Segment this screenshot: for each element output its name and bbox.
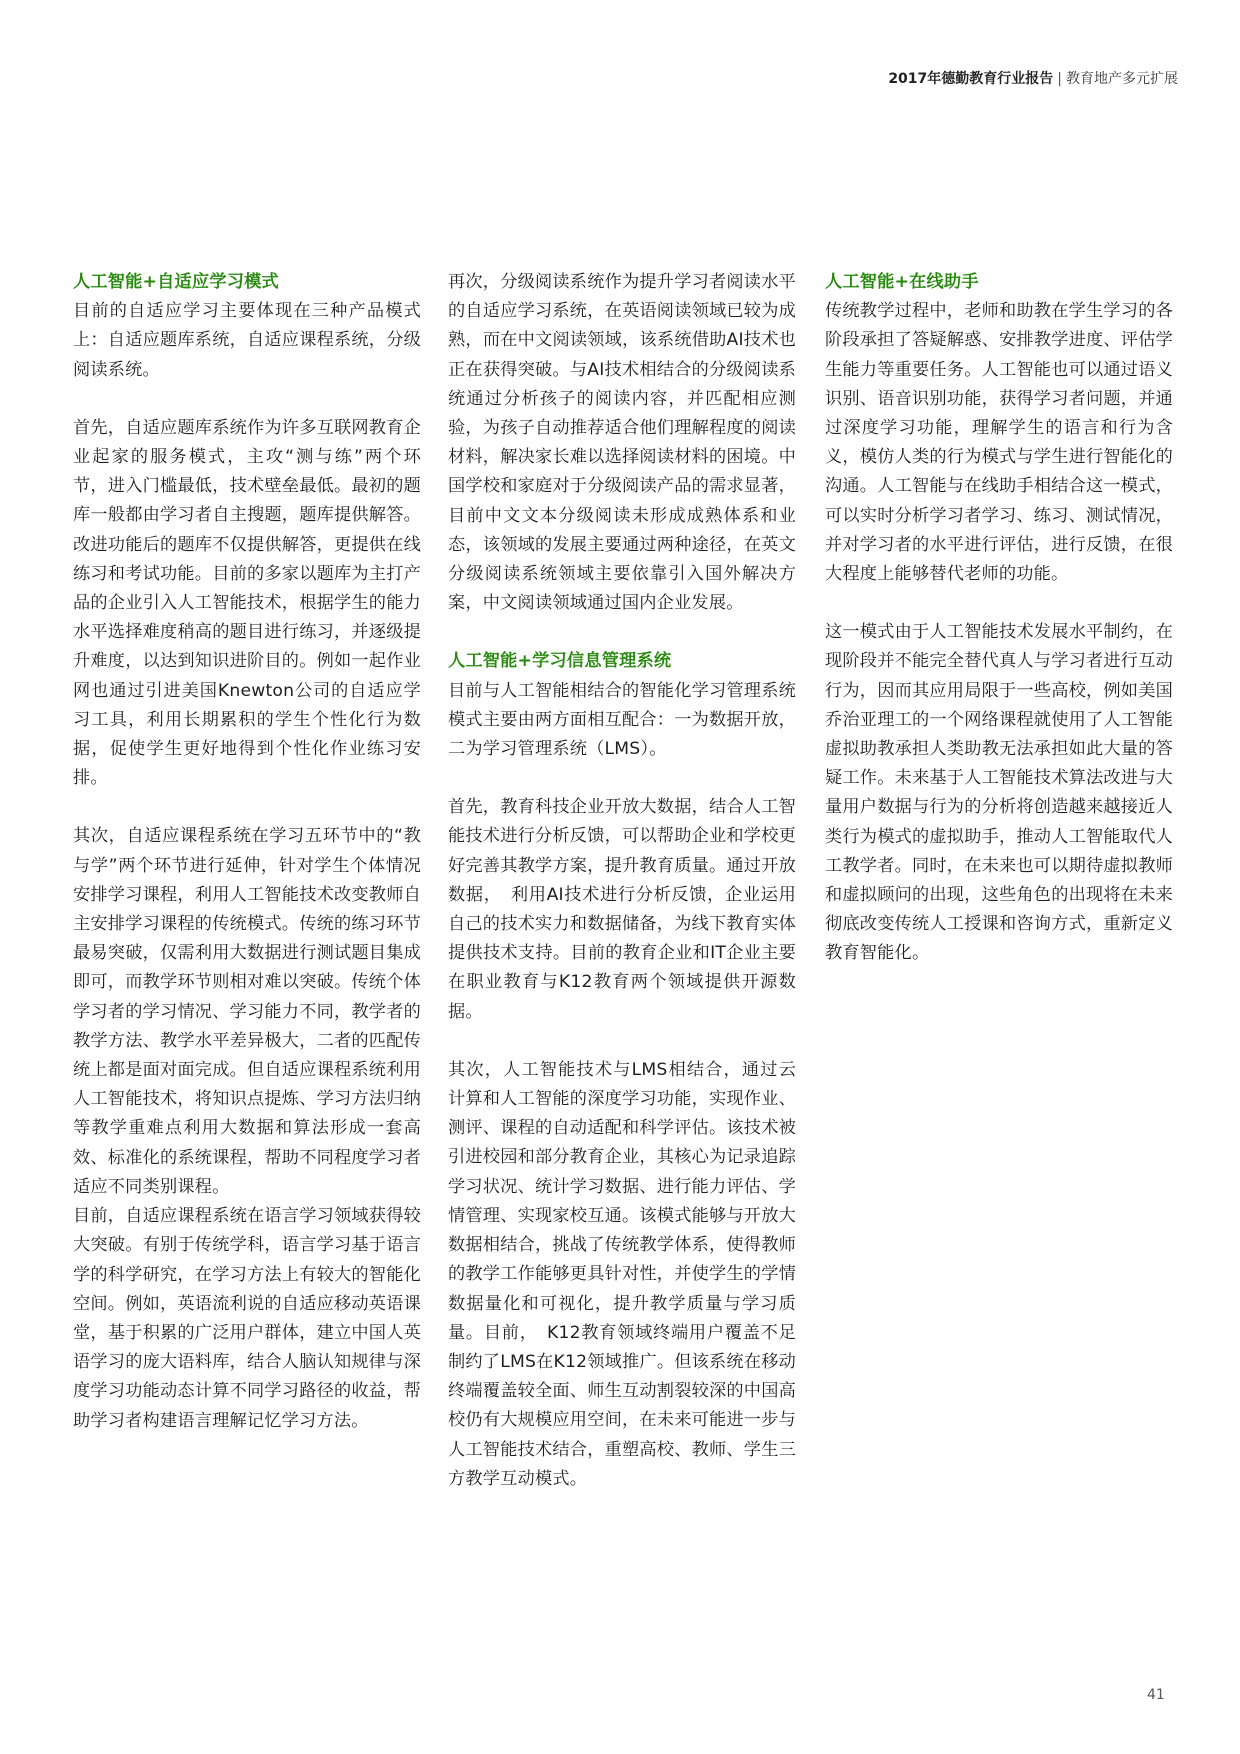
column-3: [825, 268, 1173, 998]
page-number: 41: [1147, 1687, 1165, 1703]
header-separator: |: [1057, 71, 1062, 87]
paragraph: 这一模式由于人工智能技术发展水平制约，在现阶段并不能完全替代真人与学习者进行互动行为，因而其应用局限于一些高校，例如美国乔治亚理工的一个网络课程就使用了人工智能虚拟助教承担人类助教无法承担如此大量的答疑工作。未来基于人工智能技术算法改进与大量用户数据与行为的分析将创造越来越接近人类行为模式的虚拟助手，推动人工智能取代人工教学者。同时，在未来也可以期待虚拟教师和虚拟顾问的出现，这些角色的出现将在未来彻底改变传统人工授课和咨询方式，重新定义教育智能化。: [825, 622, 1173, 964]
column-1: [73, 268, 421, 1465]
paragraph: 目前的自适应学习主要体现在三种产品模式上：自适应题库系统，自适应课程系统，分级阅读系统。: [73, 301, 421, 380]
section-heading-learning-management: 人工智能+学习信息管理系统: [448, 651, 672, 672]
paragraph: 首先，教育科技企业开放大数据，结合人工智能技术进行分析反馈，可以帮助企业和学校更好完善其教学方案，提升教育质量。通过开放数据， 利用AI技术进行分析反馈，企业运用自己的技术实力和数据储备，为线下教育实体提供技术支持。目前的教育企业和IT企业主要在职业教育与K12教育两个领域提供开源数据。: [448, 797, 796, 1022]
paragraph: 其次，自适应课程系统在学习五环节中的“教与学”两个环节进行延伸，针对学生个体情况安排学习课程，利用人工智能技术改变教师自主安排学习课程的传统模式。传统的练习环节最易突破，仅需利用大数据进行测试题目集成即可，而教学环节则相对难以突破。传统个体学习者的学习情况、学习能力不同，教学者的教学方法、教学水平差异极大，二者的匹配传统上都是面对面完成。但自适应课程系统利用人工智能技术，将知识点提炼、学习方法归纳等教学重难点利用大数据和算法形成一套高效、标准化的系统课程，帮助不同程度学习者适应不同类别课程。: [73, 826, 421, 1197]
section-heading-online-assistant: 人工智能+在线助手: [825, 272, 979, 292]
paragraph: 目前与人工智能相结合的智能化学习管理系统模式主要由两方面相互配合：一为数据开放，二为学习管理系统（LMS）。: [448, 680, 796, 760]
paragraph: 其次，人工智能技术与LMS相结合，通过云计算和人工智能的深度学习功能，实现作业、测评、课程的自动适配和科学评估。该技术被引进校园和部分教育企业，其核心为记录追踪学习状况、统计学习数据、进行能力评估、学情管理、实现家校互通。该模式能够与开放大数据相结合，挑战了传统教学体系，使得教师的教学工作能够更具针对性，并使学生的学情数据量化和可视化，提升教学质量与学习质量。目前， K12教育领域终端用户覆盖不足制约了LMS在K12领域推广。但该系统在移动终端覆盖较全面、师生互动割裂较深的中国高校仍有大规模应用空间，在未来可能进一步与人工智能技术结合，重塑高校、教师、学生三方教学互动模式。: [448, 1059, 796, 1489]
report-section: 教育地产多元扩展: [1066, 71, 1178, 87]
section-heading-adaptive-learning: 人工智能+自适应学习模式: [73, 272, 279, 292]
paragraph: 传统教学过程中，老师和助教在学生学习的各阶段承担了答疑解惑、安排教学进度、评估学生能力等重要任务。人工智能也可以通过语义识别、语音识别功能，获得学习者问题，并通过深度学习功能，理解学生的语言和行为含义，模仿人类的行为模式与学生进行智能化的沟通。人工智能与在线助手相结合这一模式，可以实时分析学习者学习、练习、测试情况，并对学习者的水平进行评估，进行反馈，在很大程度上能够替代老师的功能。: [825, 301, 1173, 585]
paragraph: 首先，自适应题库系统作为许多互联网教育企业起家的服务模式，主攻“测与练”两个环节，进入门槛最低，技术壁垒最低。最初的题库一般都由学习者自主搜题，题库提供解答。改进功能后的题库不仅提供解答，更提供在线练习和考试功能。目前的多家以题库为主打产品的企业引入人工智能技术，根据学生的能力水平选择难度稍高的题目进行练习，并逐级提升难度，以达到知识进阶目的。例如一起作业网也通过引进美国Knewton公司的自适应学习工具，利用长期累积的学生个性化行为数据，促使学生更好地得到个性化作业练习安排。: [73, 417, 421, 789]
paragraph: 再次，分级阅读系统作为提升学习者阅读水平的自适应学习系统，在英语阅读领域已较为成熟，而在中文阅读领域，该系统借助AI技术也正在获得突破。与AI技术相结合的分级阅读系统通过分析孩子的阅读内容，并匹配相应测验，为孩子自动推荐适合他们理解程度的阅读材料，解决家长难以选择阅读材料的困境。中国学校和家庭对于分级阅读产品的需求显著，目前中文文本分级阅读未形成成熟体系和业态，该领域的发展主要通过两种途径，在英文分级阅读系统领域主要依靠引入国外解决方案，中文阅读领域通过国内企业发展。: [448, 272, 796, 614]
paragraph: 目前，自适应课程系统在语言学习领域获得较大突破。有别于传统学科，语言学习基于语言学的科学研究，在学习方法上有较大的智能化空间。例如，英语流利说的自适应移动英语课堂，基于积累的广泛用户群体，建立中国人英语学习的庞大语料库，结合人脑认知规律与深度学习功能动态计算不同学习路径的收益，帮助学习者构建语言理解记忆学习方法。: [73, 1206, 421, 1431]
report-title: 2017年德勤教育行业报告: [888, 71, 1054, 87]
page-header: [888, 68, 1178, 88]
column-2: [448, 268, 796, 1523]
